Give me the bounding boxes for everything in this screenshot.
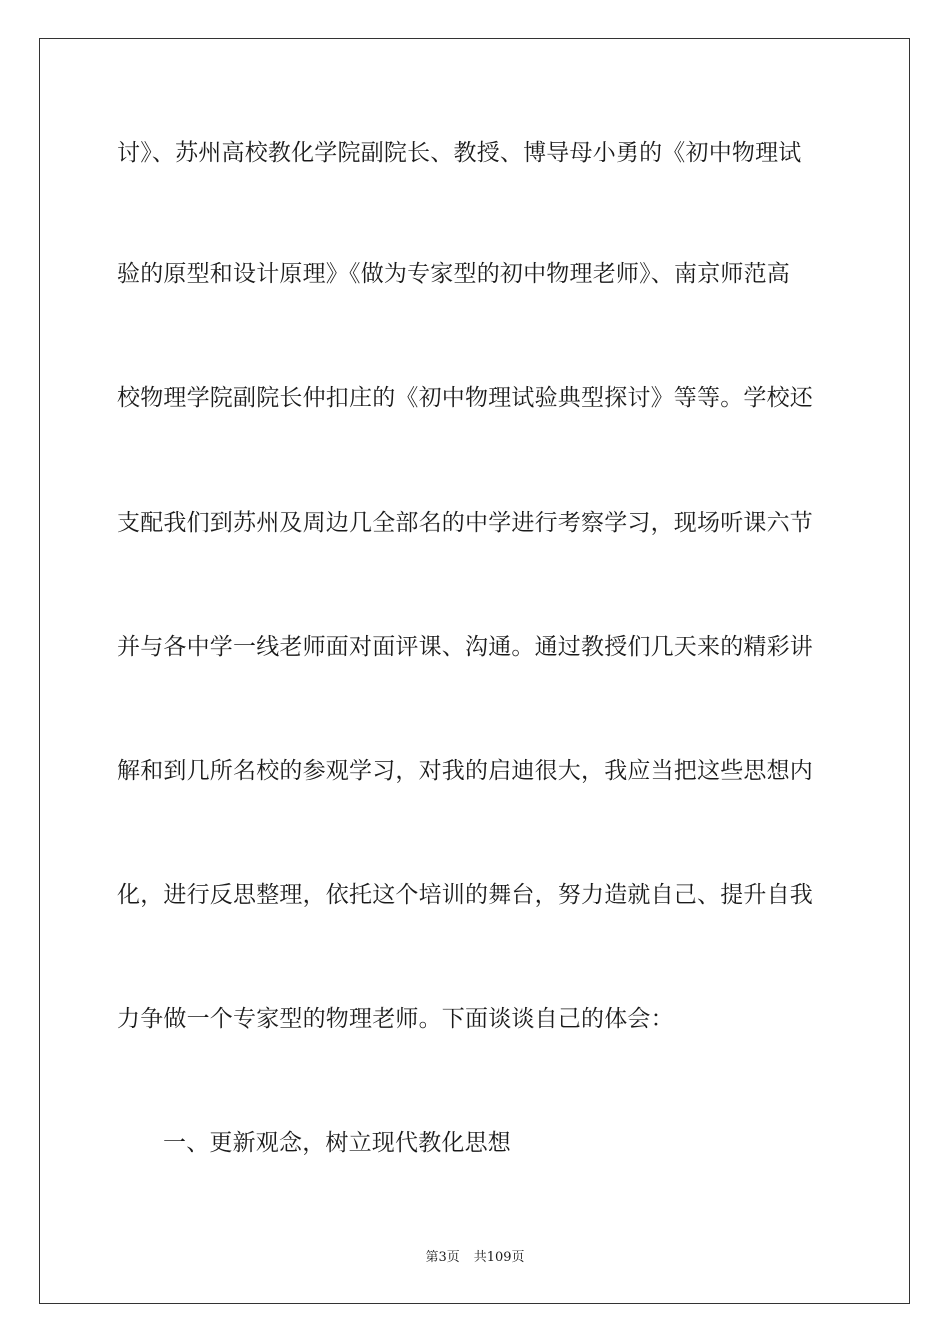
body-line-5: 并与各中学一线老师面对面评课、沟通。通过教授们几天来的精彩讲 xyxy=(117,634,813,660)
page-number: 第3页 xyxy=(425,1250,460,1265)
page-footer xyxy=(0,1246,950,1265)
body-line-7: 化，进行反思整理，依托这个培训的舞台，努力造就自己、提升自我 xyxy=(117,882,813,908)
body-line-6: 解和到几所名校的参观学习，对我的启迪很大，我应当把这些思想内 xyxy=(117,758,813,784)
page-total: 共109页 xyxy=(473,1250,525,1265)
body-line-3: 校物理学院副院长仲扣庄的《初中物理试验典型探讨》等等。学校还 xyxy=(117,385,813,411)
page-border xyxy=(39,38,910,1304)
body-line-2: 验的原型和设计原理》《做为专家型的初中物理老师》、南京师范高 xyxy=(117,261,790,287)
body-line-4: 支配我们到苏州及周边几全部名的中学进行考察学习，现场听课六节 xyxy=(117,510,813,536)
body-line-1: 讨》、苏州高校教化学院副院长、教授、博导母小勇的《初中物理试 xyxy=(117,140,802,166)
body-line-8: 力争做一个专家型的物理老师。下面谈谈自己的体会： xyxy=(117,1006,674,1032)
section-heading: 一、更新观念，树立现代教化思想 xyxy=(163,1130,511,1156)
